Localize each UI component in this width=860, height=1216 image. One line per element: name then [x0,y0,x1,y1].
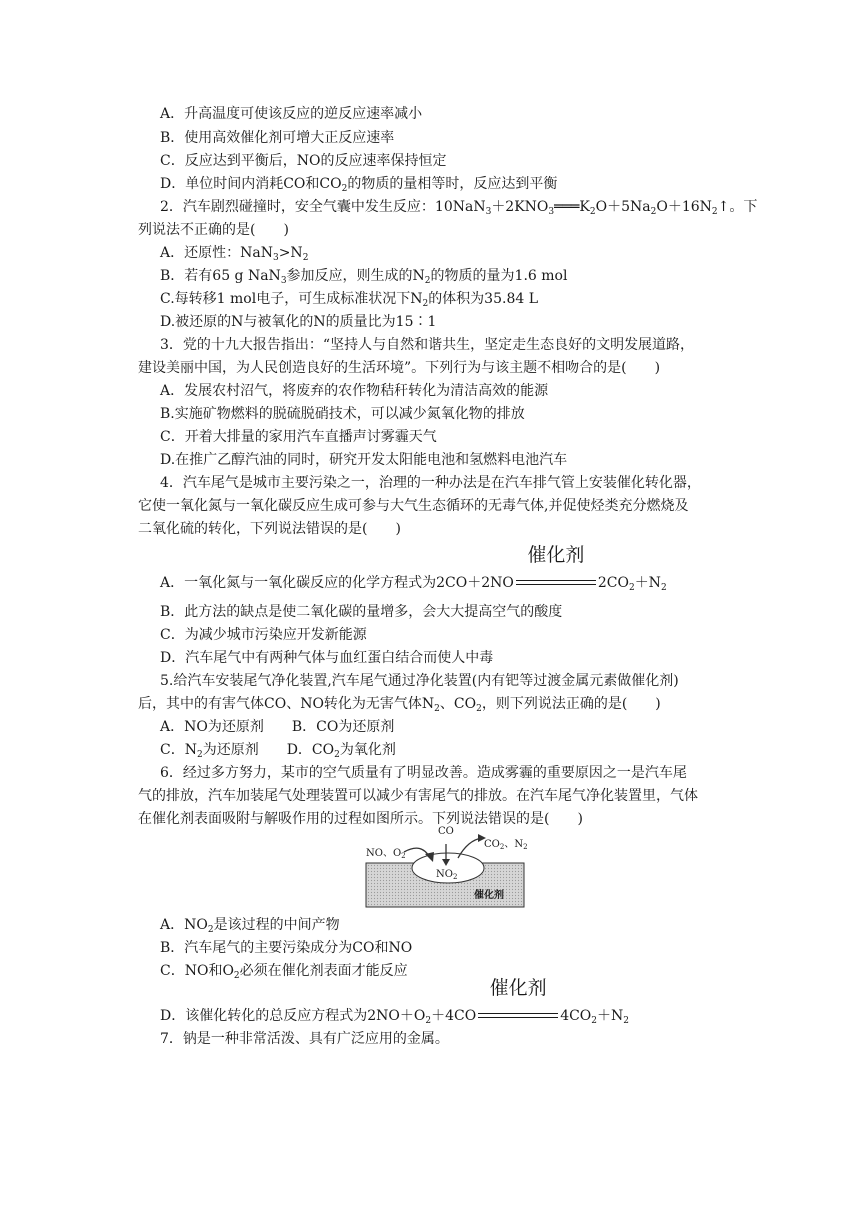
q5-options-ab: A．NO为还原剂 B．CO为还原剂 [160,719,395,735]
q5-options-cd: C．$N_2$为还原剂 D．$CO_2$为氧化剂 [160,742,396,760]
q2-stem-line2: 列说法不正确的是( ) [138,222,289,238]
catalyst-equals-sign: 催化剂 [516,574,596,588]
q1-option-b: B．使用高效催化剂可增大正反应速率 [160,130,395,146]
q3-option-b: B.实施矿物燃料的脱硫脱硝技术，可以减少氮氧化物的排放 [160,406,525,422]
catalyst-surface-diagram [364,822,526,908]
fig-label-no-o2: NO、$O_2$ [366,848,406,860]
q6-option-c: C．NO和$O_2$必须在催化剂表面才能反应 [160,963,408,981]
q1-option-a: A．升高温度可使该反应的逆反应速率减小 [160,106,423,122]
fig-label-catalyst: 催化剂 [474,890,504,901]
fig-label-co: CO [438,826,454,837]
q7-stem-line1: 7．钠是一种非常活泼、具有广泛应用的金属。 [160,1031,449,1047]
q2-option-c: C.每转移1 mol电子，可生成标准状况下$N_2$的体积为35.84 L [160,291,539,309]
q6-option-b: B．汽车尾气的主要污染成分为CO和NO [160,940,413,956]
q6-option-a: A．$NO_2$是该过程的中间产物 [160,917,340,935]
q3-stem-line2: 建设美丽中国，为人民创造良好的生活环境”。下列行为与该主题不相吻合的是( ) [138,360,661,376]
q2-option-b: B．若有65 g NaN$_3$参加反应，则生成的$N_2$的物质的量为1.6 mol [160,268,568,286]
q4-stem-line1: 4．汽车尾气是城市主要污染之一，治理的一种办法是在汽车排气管上安装催化转化器， [160,475,701,491]
q2-stem-line1: 2．汽车剧烈碰撞时，安全气囊中发生反应：$10NaN_3+2KNO_3═══K_2O+5Na_2O+16N_2↑$。下 [160,199,758,217]
q6-stem-line1: 6．经过多方努力，某市的空气质量有了明显改善。造成雾霾的重要原因之一是汽车尾 [160,765,687,781]
diagram-svg [364,822,526,908]
q3-option-d: D.在推广乙醇汽油的同时，研究开发太阳能电池和氢燃料电池汽车 [160,452,568,468]
q2-option-a: A．还原性：$NaN_3>N_2$ [160,245,309,263]
q3-option-a: A．发展农村沼气，将废弃的农作物秸秆转化为清洁高效的能源 [160,383,549,399]
q4-option-b: B．此方法的缺点是使二氧化碳的量增多，会大大提高空气的酸度 [160,604,563,620]
q4-option-a: A．一氧化氮与一氧化碳反应的化学方程式为2CO＋2NO 催化剂 $2CO_2+N_2$ [160,544,667,593]
q3-option-c: C．开着大排量的家用汽车直播声讨雾霾天气 [160,429,437,445]
q1-option-d: D．单位时间内消耗CO和$CO_2$的物质的量相等时，反应达到平衡 [160,176,558,194]
q3-stem-line1: 3．党的十九大报告指出：“坚持人与自然和谐共生，坚定走生态良好的文明发展道路， [160,337,695,353]
q5-stem-line1: 5.给汽车安装尾气净化装置,汽车尾气通过净化装置(内有钯等过渡金属元素做催化剂) [160,673,679,689]
q4-option-c: C．为减少城市污染应开发新能源 [160,627,367,643]
q2-option-d: D.被还原的N与被氧化的N的质量比为15∶1 [160,314,437,330]
fig-label-no2: $NO_2$ [436,869,458,881]
q4-option-d: D．汽车尾气中有两种气体与血红蛋白结合而使人中毒 [160,650,494,666]
q6-stem-line3: 在催化剂表面吸附与解吸作用的过程如图所示。下列说法错误的是( ) [138,811,583,827]
catalyst-equals-sign: 催化剂 [478,1007,558,1021]
q1-option-c: C．反应达到平衡后，NO的反应速率保持恒定 [160,153,447,169]
fig-label-co2-n2: $CO_2$、$N_2$ [484,839,528,851]
q4-stem-line2: 它使一氧化氮与一氧化碳反应生成可参与大气生态循环的无毒气体,并促使烃类充分燃烧及 [138,498,689,514]
q4-stem-line3: 二氧化硫的转化，下列说法错误的是( ) [138,521,401,537]
q6-stem-line2: 气的排放，汽车加装尾气处理装置可以减少有害尾气的排放。在汽车尾气净化装置里，气体 [138,788,698,804]
q6-option-d: D．该催化转化的总反应方程式为$2NO+O_2+4CO$ 催化剂 $4CO_2+N_2$ [160,977,630,1026]
q5-stem-line2: 后，其中的有害气体CO、NO转化为无害气体$N_2$、$CO_2$，则下列说法正确的是( ) [138,696,661,714]
